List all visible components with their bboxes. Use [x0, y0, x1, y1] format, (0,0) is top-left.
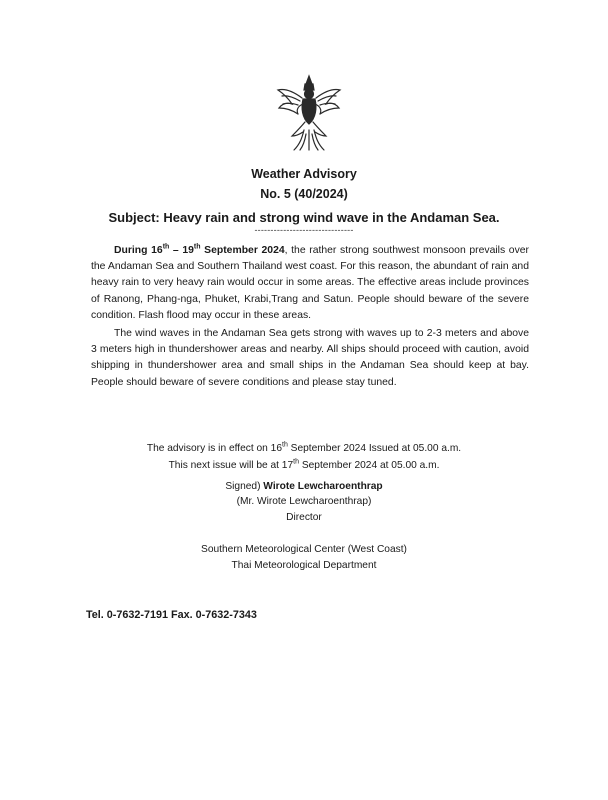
- effect-line: [0, 440, 608, 457]
- advisory-title: Weather Advisory: [251, 167, 357, 181]
- divider: -------------------------------: [254, 225, 354, 235]
- organization-center: Southern Meteorological Center (West Coast): [201, 544, 407, 555]
- organization-department: Thai Meteorological Department: [231, 560, 377, 571]
- paragraph-conditions-text: , the rather strong southwest monsoon prevails over the Andaman Sea and Southern Thailand west coast. For this reason, the abundant of rain and heavy rain to very heavy rain would occur in some areas. The effective areas include provinces of Ranong, Phang-nga, Phuket, Krabi,Trang and Satun. People should beware of the severe condition. Flash flood may occur in these areas.: [91, 245, 530, 321]
- contact-line: Tel. 0-7632-7191 Fax. 0-7632-7343: [86, 609, 257, 621]
- advisory-number: No. 5 (40/2024): [260, 187, 348, 201]
- garuda-emblem-icon: [276, 74, 342, 152]
- effect-line-a: The advisory is in effect on 16: [146, 443, 282, 454]
- signature-line: [0, 479, 608, 495]
- next-issue-b: September 2024 at 05.00 a.m.: [298, 460, 440, 471]
- period-start: During 16: [114, 245, 163, 256]
- period-end: – 19: [169, 245, 194, 256]
- signatory-name: (Mr. Wirote Lewcharoenthrap): [236, 496, 372, 507]
- next-issue-a: This next issue will be at 17: [168, 460, 294, 471]
- period-lead: [114, 245, 285, 256]
- period-end-sup: th: [193, 243, 201, 251]
- signature-name: Wirote Lewcharoenthrap: [263, 481, 383, 492]
- advisory-subject: Subject: Heavy rain and strong wind wave in the Andaman Sea.: [108, 210, 500, 225]
- paragraph-conditions: [91, 243, 529, 324]
- signature-prefix: Signed): [225, 481, 264, 492]
- signatory-role: Director: [286, 512, 322, 523]
- effect-line-sup: th: [282, 441, 288, 449]
- effect-line-b: September 2024 Issued at 05.00 a.m.: [287, 443, 462, 454]
- next-issue-line: [0, 457, 608, 474]
- next-issue-sup: th: [293, 458, 299, 466]
- period-month: September 2024: [200, 245, 285, 256]
- period-start-sup: th: [162, 243, 170, 251]
- paragraph-waves: The wind waves in the Andaman Sea gets strong with waves up to 2-3 meters and above 3 meters high in thundershower areas and nearby. All ships should proceed with caution, avoid shipping in thundershower area and small ships in the Andaman Sea should keep at bay. People should beware of severe conditions and please stay tuned.: [91, 328, 529, 388]
